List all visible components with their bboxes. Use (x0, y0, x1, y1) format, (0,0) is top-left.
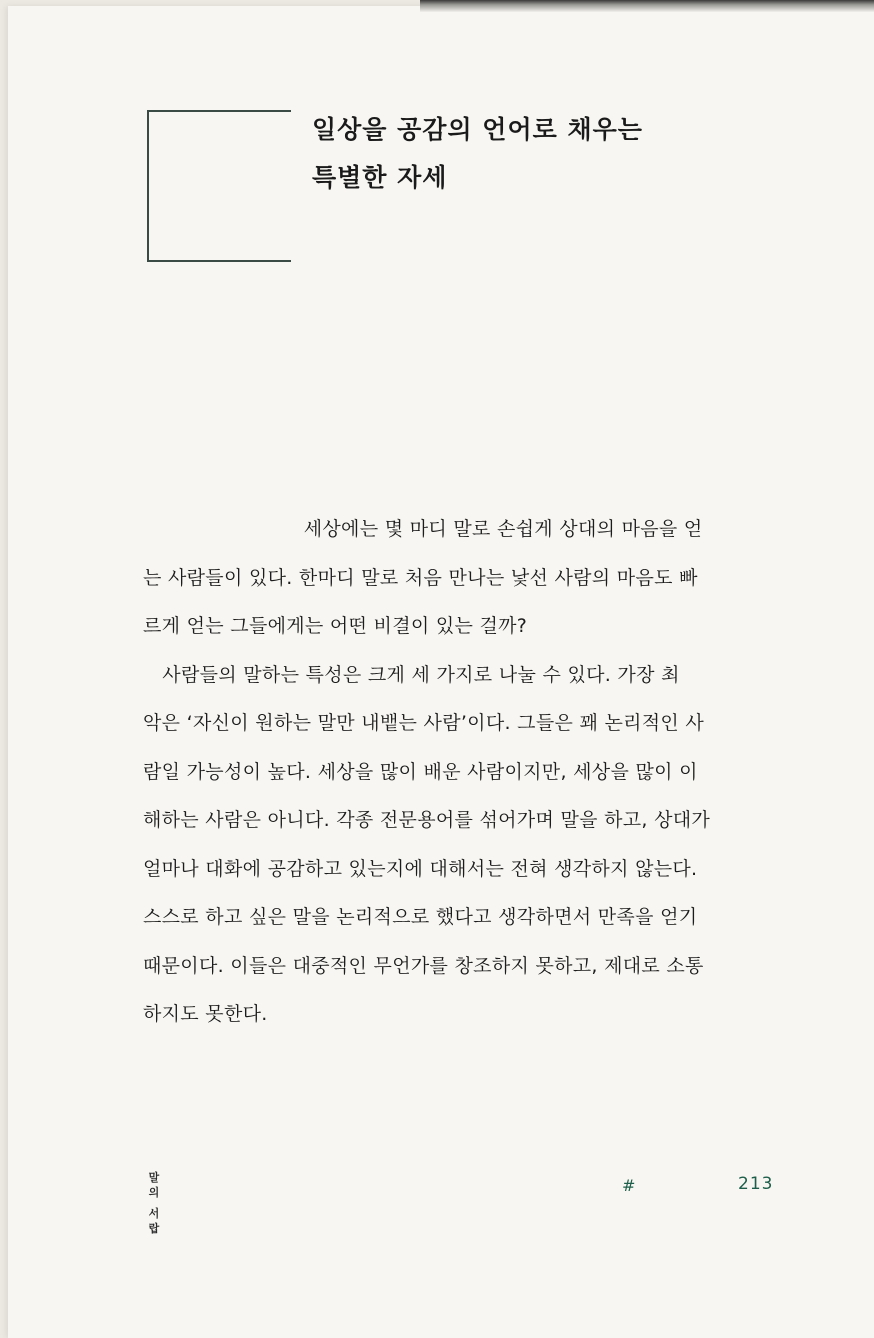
running-title-char: 서 (148, 1207, 160, 1220)
running-title-char: 말 (148, 1171, 160, 1184)
body-line: 르게 얻는 그들에게는 어떤 비결이 있는 걸까? (143, 615, 528, 637)
body-line: 악은 ‘자신이 원하는 말만 내뱉는 사람’이다. 그들은 꽤 논리적인 사 (143, 712, 705, 734)
body-line: 는 사람들이 있다. 한마디 말로 처음 만나는 낯선 사람의 마음도 빠 (143, 566, 698, 589)
body-line: 때문이다. 이들은 대중적인 무언가를 창조하지 못하고, 제대로 소통 (143, 954, 704, 977)
running-book-title (147, 1170, 161, 1236)
running-title-char: 랍 (148, 1222, 160, 1235)
body-line: 스스로 하고 싶은 말을 논리적으로 했다고 생각하면서 만족을 얻기 (143, 906, 698, 928)
body-line: 하지도 못한다. (143, 1003, 268, 1025)
body-line: 사람들의 말하는 특성은 크게 세 가지로 나눌 수 있다. 가장 최 (143, 663, 680, 686)
footer-hash-mark: # (622, 1176, 636, 1195)
page-edge-shadow (420, 0, 874, 12)
body-line: 얼마나 대화에 공감하고 있는지에 대해서는 전혀 생각하지 않는다. (143, 857, 698, 880)
body-line: 람일 가능성이 높다. 세상을 많이 배운 사람이지만, 세상을 많이 이 (143, 760, 698, 783)
body-line: 세상에는 몇 마디 말로 손쉽게 상대의 마음을 얻 (143, 518, 703, 540)
heading-line-2: 특별한 자세 (312, 163, 448, 192)
running-title-char: 의 (148, 1186, 160, 1199)
body-text (143, 505, 773, 1039)
body-line: 해하는 사람은 아니다. 각종 전문용어를 섞어가며 말을 하고, 상대가 (143, 809, 711, 831)
heading-bracket (147, 110, 291, 262)
heading-line-1: 일상을 공감의 언어로 채우는 (312, 115, 643, 144)
page-number: 213 (738, 1174, 774, 1194)
